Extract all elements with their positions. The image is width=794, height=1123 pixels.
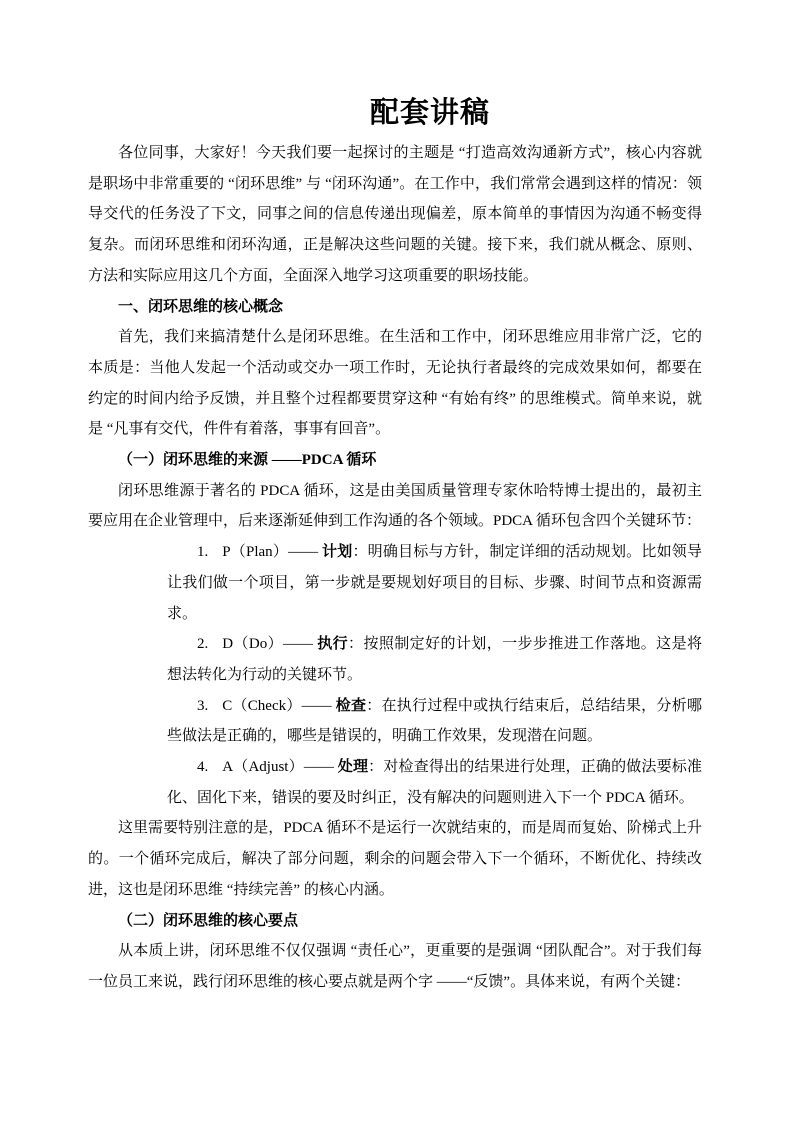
list-item-text: ：对检查得出的结果进行处理，正确的做法要标准化、固化下来，错误的要及时纠正，没有解决的问题则进入下一个 PDCA 循环。 <box>167 759 702 806</box>
list-item-plan <box>88 537 702 629</box>
section-heading-core-concept: 一、闭环思维的核心概念 <box>118 298 284 315</box>
paragraph-intro: 各位同事，大家好！今天我们要一起探讨的主题是 “打造高效沟通新方式”，核心内容就是职场中非常重要的 “闭环思维” 与 “闭环沟通”。在工作中，我们常常会遇到这样的情况：领导交代的任务没了下文，同事之间的信息传递出现偏差，原本简单的事情因为沟通不畅变得复杂。而闭环思维和闭环沟通，正是解决这些问题的关键。接下来，我们就从概念、原则、方法和实际应用这几个方面，全面深入地学习这项重要的职场技能。 <box>88 145 702 284</box>
list-item-text: ：按照制定好的计划，一步步推进工作落地。这是将想法转化为行动的关键环节。 <box>167 636 702 683</box>
doc-body <box>88 138 702 998</box>
list-item-text: ：明确目标与方针，制定详细的活动规划。比如领导让我们做一个项目，第一步就是要规划好项目的目标、步骤、时间节点和资源需求。 <box>167 544 702 622</box>
subsection-heading-keypoints: （二）闭环思维的核心要点 <box>118 912 299 929</box>
list-item-do <box>88 629 702 690</box>
list-item-adjust <box>88 752 702 813</box>
paragraph-pdca-origin: 闭环思维源于著名的 PDCA 循环，这是由美国质量管理专家休哈特博士提出的，最初主要应用在企业管理中，后来逐渐延伸到工作沟通的各个领域。PDCA 循环包含四个关键环节： <box>88 482 702 530</box>
list-item-prefix: D（Do）—— <box>222 636 318 653</box>
paragraph-pdca-note: 这里需要特别注意的是，PDCA 循环不是运行一次就结束的，而是周而复始、阶梯式上升的。一个循环完成后，解决了部分问题，剩余的问题会带入下一个循环，不断优化、持续改进，这也是闭环思维 “持续完善” 的核心内涵。 <box>88 820 702 898</box>
subsection-heading-pdca-origin: （一）闭环思维的来源 ——PDCA 循环 <box>118 452 377 469</box>
paragraph-keypoints: 从本质上讲，闭环思维不仅仅强调 “责任心”，更重要的是强调 “团队配合”。对于我们每一位员工来说，践行闭环思维的核心要点就是两个字 ——“反馈”。具体来说，有两个关键： <box>88 943 702 990</box>
list-item-term: 计划 <box>322 544 353 561</box>
list-item-prefix: P（Plan）—— <box>222 544 323 561</box>
list-item-term: 处理 <box>337 759 369 776</box>
list-item-term: 执行 <box>317 636 349 653</box>
list-item-term: 检查 <box>335 697 367 714</box>
list-item-check <box>88 691 702 752</box>
list-number: 3. <box>197 697 209 714</box>
list-item-prefix: C（Check）—— <box>222 697 336 714</box>
list-item-text: ：在执行过程中或执行结束后，总结结果，分析哪些做法是正确的，哪些是错误的，明确工作效果，发现潜在问题。 <box>167 697 702 745</box>
list-number: 2. <box>197 636 209 653</box>
list-number: 1. <box>197 544 209 561</box>
list-item-prefix: A（Adjust）—— <box>222 759 338 776</box>
paragraph-concept-definition: 首先，我们来搞清楚什么是闭环思维。在生活和工作中，闭环思维应用非常广泛，它的本质是：当他人发起一个活动或交办一项工作时，无论执行者最终的完成效果如何，都要在约定的时间内给予反馈，并且整个过程都要贯穿这种 “有始有终” 的思维模式。简单来说，就是 “凡事有交代，件件有着落，事事有回音”。 <box>88 329 702 438</box>
doc-title: 配套讲稿 <box>369 97 490 129</box>
list-number: 4. <box>197 759 209 776</box>
